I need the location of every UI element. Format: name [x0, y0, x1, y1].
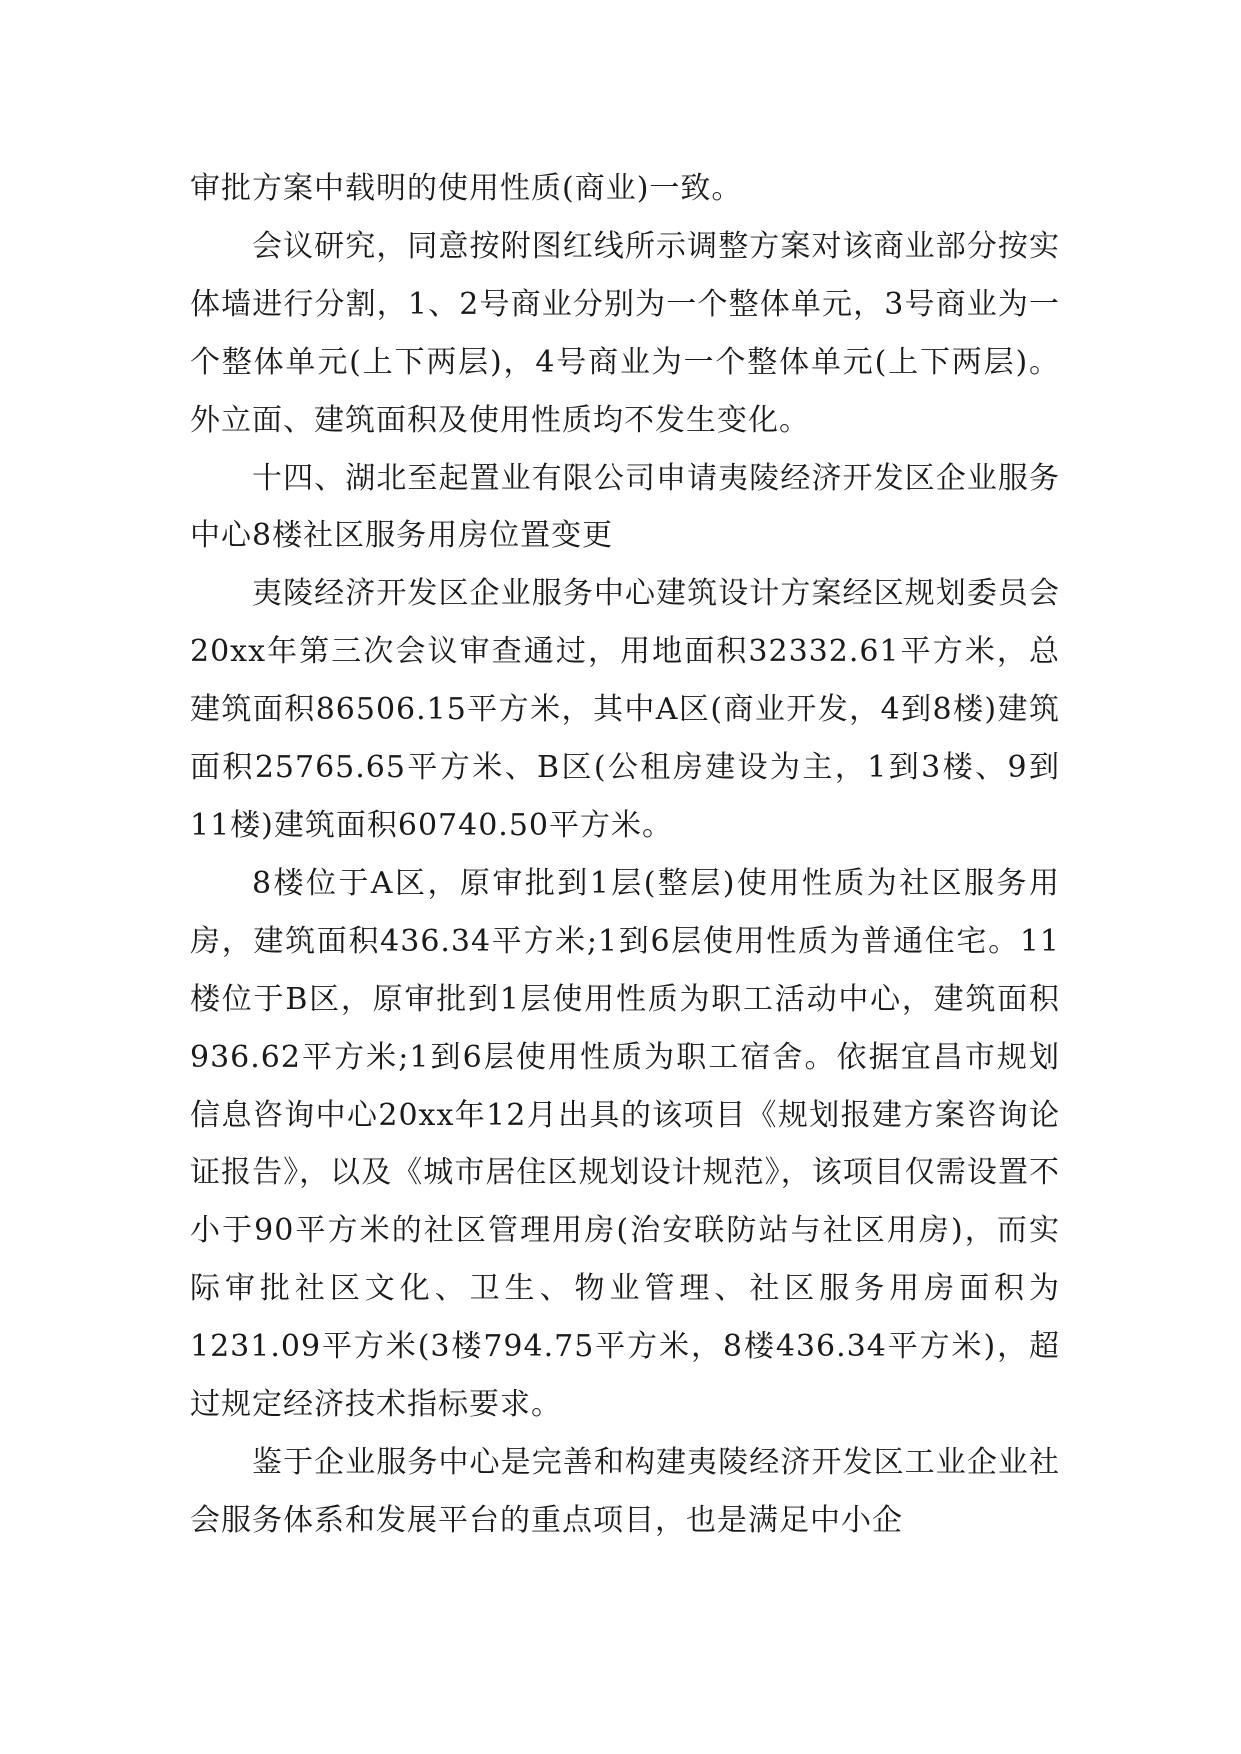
- paragraph-project-overview: 夷陵经济开发区企业服务中心建筑设计方案经区规划委员会20xx年第三次会议审查通过，用地面积32332.61平方米，总建筑面积86506.15平方米，其中A区(商业开发，4到8楼)建筑面积25765.65平方米、B区(公租房建设为主，1到3楼、9到11楼)建筑面积60740.50平方米。: [190, 576, 1060, 843]
- paragraph-conclusion-start: 鉴于企业服务中心是完善和构建夷陵经济开发区工业企业社会服务体系和发展平台的重点项目，也是满足中小企: [190, 1444, 1060, 1538]
- paragraph-continuation: 审批方案中载明的使用性质(商业)一致。: [190, 171, 743, 206]
- section-heading-fourteen: 十四、湖北至起置业有限公司申请夷陵经济开发区企业服务中心8楼社区服务用房位置变更: [190, 460, 1060, 554]
- paragraph-building-details: 8楼位于A区，原审批到1层(整层)使用性质为社区服务用房，建筑面积436.34平方米;1到6层使用性质为普通住宅。11楼位于B区，原审批到1层使用性质为职工活动中心，建筑面积936.62平方米;1到6层使用性质为职工宿舍。依据宜昌市规划信息咨询中心20xx年12月出具的该项目《规划报建方案咨询论证报告》，以及《城市居住区规划设计规范》，该项目仅需设置不小于90平方米的社区管理用房(治安联防站与社区用房)，而实际审批社区文化、卫生、物业管理、社区服务用房面积为1231.09平方米(3楼794.75平方米，8楼436.34平方米)，超过规定经济技术指标要求。: [190, 865, 1060, 1423]
- document-body: [190, 160, 1060, 1550]
- paragraph-meeting-decision: 会议研究，同意按附图红线所示调整方案对该商业部分按实体墙进行分割，1、2号商业分别为一个整体单元，3号商业为一个整体单元(上下两层)，4号商业为一个整体单元(上下两层)。外立面、建筑面积及使用性质均不发生变化。: [190, 228, 1060, 438]
